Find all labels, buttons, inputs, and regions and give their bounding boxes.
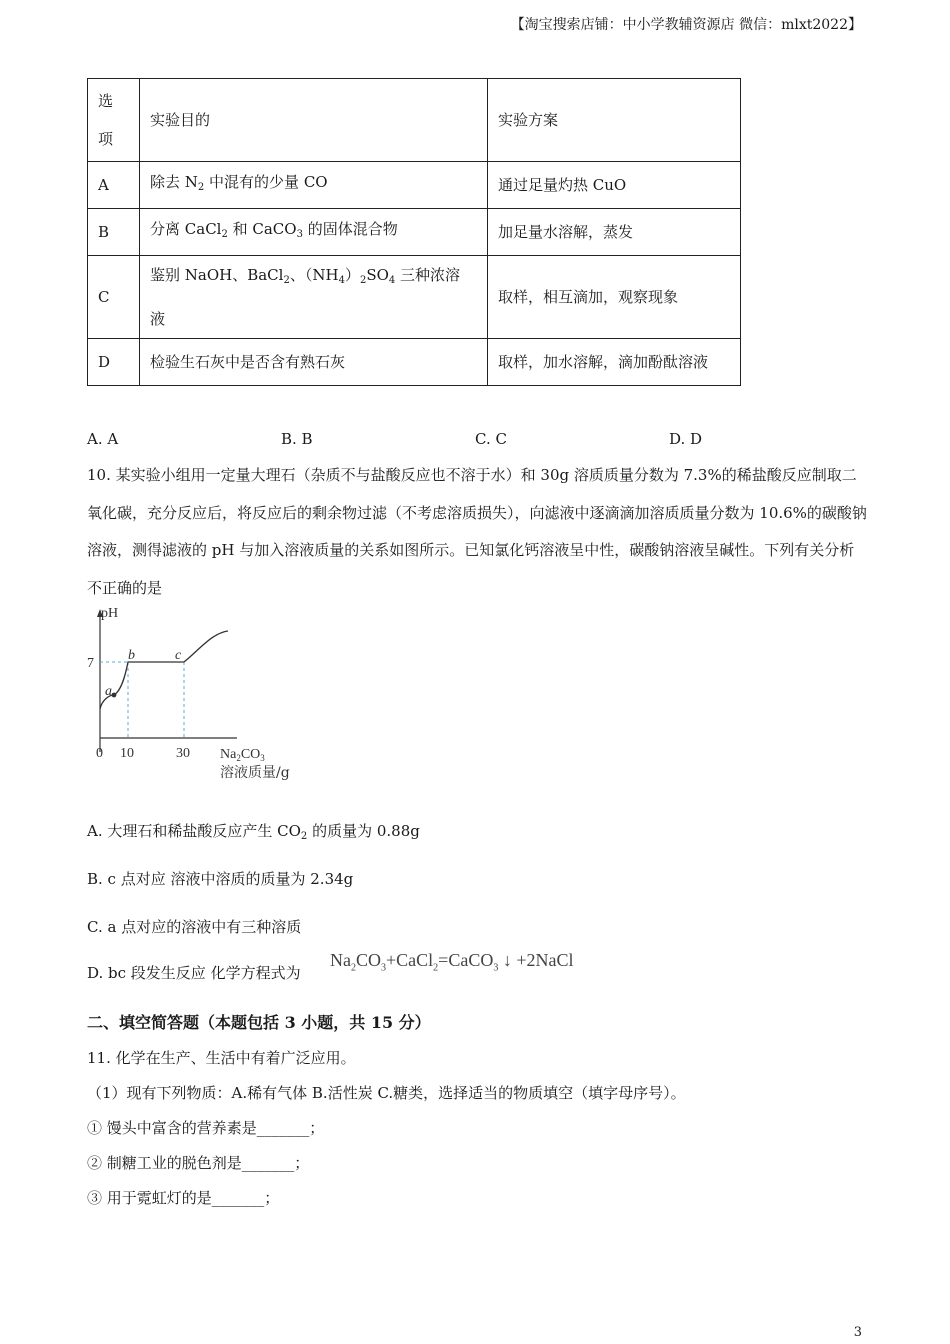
header-option-a: 选: [98, 92, 114, 110]
header-option-b: 项: [98, 130, 114, 148]
chemical-equation: $Na_2CO_3+CaCl_2=CaCO_3$ ↓ +2NaCl: [330, 950, 574, 974]
x-tick-10: 10: [120, 746, 134, 761]
x-label-line2: 溶液质量/g: [220, 765, 290, 781]
q11-item-1: ① 馒头中富含的营养素是_______；: [87, 1119, 325, 1137]
q9-choice-d: D. D: [669, 430, 703, 448]
row-plan: 通过足量灼热 CuO: [488, 162, 741, 209]
q10-option-a: A. 大理石和稀盐酸反应产生 $CO_2$ 的质量为 0.88g: [87, 822, 420, 842]
row-purpose: 检验生石灰中是否含有熟石灰: [140, 339, 488, 386]
header-plan: 实验方案: [488, 79, 741, 162]
row-plan: 取样，加水溶解，滴加酚酞溶液: [488, 339, 741, 386]
q11-item-2: ② 制糖工业的脱色剂是_______；: [87, 1154, 310, 1172]
q10-option-d: D. bc 段发生反应 化学方程式为: [87, 964, 301, 982]
q9-choice-c: C. C: [475, 430, 507, 448]
x-tick-0: 0: [96, 746, 103, 761]
y-tick-7: 7: [87, 656, 94, 671]
q10-stem: 10. 某实验小组用一定量大理石（杂质不与盐酸反应也不溶于水）和 30g 溶质质量分数为 7.3%的稀盐酸反应制取二氧化碳，充分反应后，将反应后的剩余物过滤（不考虑溶质损失），向滤液中逐滴滴加溶质质量分数为 10.6%的碳酸钠溶液，测得滤液的 pH 与加入溶液质量的关系如图所示。已知氯化钙溶液呈中性，碳酸钠溶液呈碱性。下列有关分析不正确的是: [87, 466, 867, 597]
q11-stem: 11. 化学在生产、生活中有着广泛应用。: [87, 1049, 356, 1067]
table-row: [88, 162, 741, 209]
row-option: C: [88, 256, 140, 339]
row-plan: 取样，相互滴加，观察现象: [488, 256, 741, 339]
q10-option-b: B. c 点对应 溶液中溶质的质量为 2.34g: [87, 870, 354, 888]
y-label: pH: [101, 606, 119, 621]
row-purpose: 分离 CaCl$_2$ 和 CaCO$_3$ 的固体混合物: [140, 209, 488, 256]
row-purpose: 除去 $N_2$ 中混有的少量 CO: [140, 162, 488, 209]
point-b-label: b: [128, 648, 135, 663]
point-a-marker: [112, 693, 117, 698]
x-tick-30: 30: [176, 746, 190, 761]
q10-option-c: C. a 点对应的溶液中有三种溶质: [87, 918, 302, 936]
header-purpose: 实验目的: [140, 79, 488, 162]
q9-choice-b: B. B: [281, 430, 313, 448]
q9-choice-a: A. A: [87, 430, 119, 448]
table-header-row: [88, 79, 741, 162]
table-row: [88, 209, 741, 256]
x-label: $Na_2CO_3$: [220, 747, 265, 763]
q11-item-3: ③ 用于霓虹灯的是_______；: [87, 1189, 280, 1207]
ph-graph: [87, 605, 327, 785]
q11-sub1: （1）现有下列物质：A.稀有气体 B.活性炭 C.糖类，选择适当的物质填空（填字母序号）。: [87, 1084, 686, 1102]
row-option: B: [88, 209, 140, 256]
row-plan: 加足量水溶解，蒸发: [488, 209, 741, 256]
header-banner: 【淘宝搜索店铺：中小学教辅资源店 微信：mlxt2022】: [510, 17, 862, 33]
row-option: D: [88, 339, 140, 386]
page-number: 3: [853, 1325, 862, 1340]
row-purpose: 鉴别 NaOH、BaCl$_2$、$(NH_4)_2SO_4$ 三种浓溶 液: [140, 256, 488, 339]
header-option-cell: [88, 79, 140, 162]
ph-curve: [100, 631, 228, 709]
table-row: [88, 339, 741, 386]
options-table: [87, 78, 741, 386]
point-a-label: a: [105, 684, 112, 699]
section-2-title: 二、填空简答题（本题包括 3 小题，共 15 分）: [87, 1013, 431, 1032]
table-row: [88, 256, 741, 339]
row-option: A: [88, 162, 140, 209]
point-c-label: c: [175, 648, 182, 663]
